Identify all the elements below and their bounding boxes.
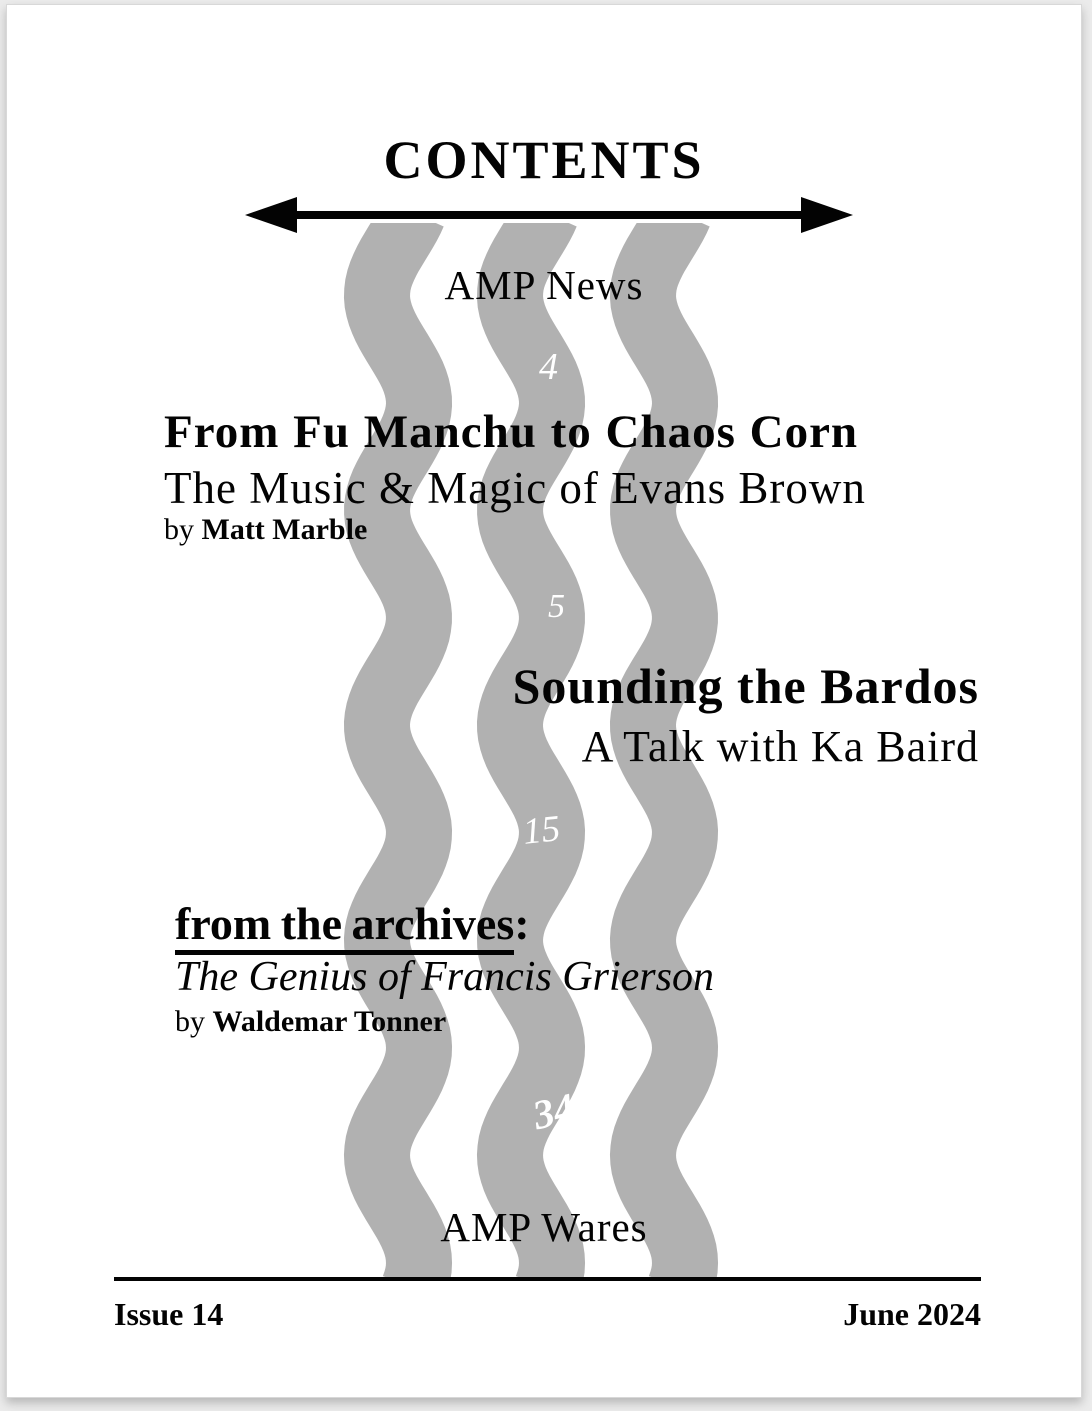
toc-entry-archives-byline bbox=[175, 1005, 446, 1039]
footer-divider bbox=[114, 1277, 981, 1281]
toc-entry-fu-manchu-title: From Fu Manchu to Chaos Corn bbox=[164, 406, 859, 458]
double-arrow-icon bbox=[243, 195, 855, 235]
toc-entry-bardos-title: Sounding the Bardos bbox=[512, 658, 979, 714]
toc-entry-bardos-subtitle: A Talk with Ka Baird bbox=[581, 722, 979, 771]
archives-title-colon: : bbox=[514, 898, 530, 949]
page-number: 34 bbox=[528, 1083, 579, 1139]
author-name: Matt Marble bbox=[201, 513, 368, 546]
toc-entry-amp-wares: AMP Wares bbox=[440, 1204, 648, 1250]
footer bbox=[114, 1296, 981, 1333]
archives-title-underlined: from the archives bbox=[175, 898, 514, 955]
contents-page bbox=[6, 4, 1082, 1398]
toc-entry-fu-manchu-subtitle: The Music & Magic of Evans Brown bbox=[164, 463, 866, 513]
page-number: 5 bbox=[548, 588, 565, 625]
author-name: Waldemar Tonner bbox=[212, 1005, 447, 1038]
toc-entry-fu-manchu-byline bbox=[164, 513, 367, 547]
date-label: June 2024 bbox=[843, 1296, 981, 1332]
page-title: CONTENTS bbox=[383, 130, 705, 190]
byline-prefix: by bbox=[164, 513, 194, 546]
page-number: 4 bbox=[539, 346, 558, 388]
toc-entry-archives-subtitle: The Genius of Francis Grierson bbox=[175, 954, 714, 1000]
issue-label: Issue 14 bbox=[114, 1296, 224, 1332]
toc-entry-archives-title bbox=[175, 897, 530, 950]
byline-prefix: by bbox=[175, 1005, 205, 1038]
page-number: 15 bbox=[520, 808, 563, 853]
toc-entry-amp-news: AMP News bbox=[444, 262, 644, 308]
